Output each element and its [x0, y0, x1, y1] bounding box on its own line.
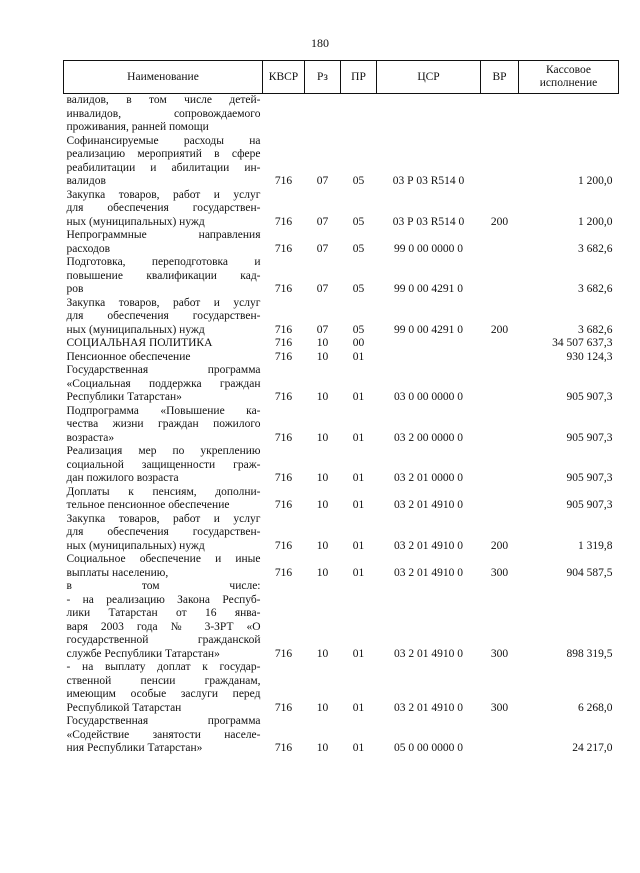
row-kvsr: 716 [274, 283, 293, 295]
row-csr: 99 0 00 4291 0 [394, 323, 463, 336]
table-row [64, 661, 619, 715]
table-row [64, 715, 619, 756]
table-row [64, 445, 619, 486]
row-name [64, 513, 263, 554]
row-name [64, 135, 263, 189]
row-csr: 03 2 01 0000 0 [394, 472, 463, 484]
row-rz: 10 [316, 337, 329, 349]
header-sum-line1: Кассовое [546, 64, 591, 76]
row-name-line: ных (муниципальных) нужд [66, 215, 205, 228]
row-name-line: Государственная программа [66, 364, 261, 376]
row-name-line: Закупка товаров, работ и услуг [66, 512, 261, 525]
table-row [64, 351, 619, 365]
row-csr [377, 337, 481, 351]
row-pr: 01 [352, 499, 365, 511]
header-rz: Рз [305, 61, 341, 94]
page-number: 180 [311, 36, 329, 50]
row-sum: 1 200,0 [578, 215, 613, 228]
row-name [64, 486, 263, 513]
row-pr: 05 [352, 283, 365, 295]
row-csr: 03 2 00 0000 0 [394, 431, 463, 444]
row-name-line: расходов [66, 242, 111, 255]
row-sum: 3 682,6 [578, 323, 613, 336]
row-csr: 05 0 00 0000 0 [394, 742, 463, 754]
row-name-line: проживания, ранней помощи [66, 121, 209, 133]
row-kvsr: 716 [274, 431, 293, 444]
header-kvsr: КВСР [263, 61, 305, 94]
row-csr: 03 Р 03 R514 0 [392, 175, 465, 187]
row-name-line: государственной гражданской [66, 634, 261, 646]
row-vr: 300 [490, 701, 509, 714]
row-name-line: ния Республики Татарстан» [66, 742, 203, 754]
row-sum: 904 587,5 [566, 566, 613, 579]
row-csr: 99 0 00 4291 0 [394, 283, 463, 295]
row-csr: 03 2 01 4910 0 [394, 566, 463, 579]
row-rz: 07 [316, 175, 329, 187]
row-name-line: - на выплату доплат к государ- [66, 661, 261, 673]
row-pr: 00 [352, 337, 365, 349]
row-csr: 99 0 00 0000 0 [394, 242, 463, 255]
row-name-line: возраста» [66, 431, 115, 444]
row-rz: 10 [316, 431, 329, 444]
row-pr: 01 [352, 350, 365, 363]
row-name-line: чества жизни граждан пожилого [66, 418, 261, 430]
row-name [64, 229, 263, 256]
row-name-line: валидов [66, 175, 106, 187]
row-name [64, 351, 263, 365]
row-vr [481, 256, 519, 297]
row-kvsr: 716 [274, 215, 293, 228]
table-row [64, 580, 619, 661]
row-sum: 24 217,0 [572, 742, 613, 754]
row-sum: 905 907,3 [566, 391, 613, 403]
row-sum [519, 94, 619, 135]
row-vr [481, 405, 519, 446]
row-name-line: ров [66, 283, 84, 295]
row-name-line: Реализация мер по укреплению [66, 445, 261, 457]
header-sum-line2: исполнение [539, 77, 598, 89]
header-pr: ПР [341, 61, 377, 94]
row-vr [481, 445, 519, 486]
table-row [64, 486, 619, 513]
row-name-line: Социальное обеспечение и иные [66, 553, 261, 565]
row-name-line: Закупка товаров, работ и услуг [66, 296, 261, 309]
row-pr: 05 [352, 242, 365, 255]
row-name-line: валидов, в том числе детей- [66, 94, 261, 106]
row-pr: 05 [352, 323, 365, 336]
budget-table [63, 60, 619, 756]
table-row [64, 189, 619, 230]
row-sum: 1 200,0 [578, 175, 613, 187]
row-name-line: ственной пенсии гражданам, [66, 674, 261, 687]
row-rz [305, 94, 341, 135]
row-kvsr: 716 [274, 742, 293, 754]
row-kvsr: 716 [274, 566, 293, 579]
table-row [64, 256, 619, 297]
row-kvsr [263, 94, 305, 135]
row-pr: 05 [352, 175, 365, 187]
row-vr [481, 486, 519, 513]
row-sum: 930 124,3 [566, 350, 613, 363]
table-row [64, 553, 619, 580]
row-name-line: - на реализацию Закона Респуб- [66, 593, 261, 606]
header-name: Наименование [64, 61, 263, 94]
row-vr [481, 337, 519, 351]
row-vr [481, 94, 519, 135]
row-sum: 34 507 637,3 [552, 337, 613, 349]
row-sum: 905 907,3 [566, 431, 613, 444]
row-kvsr: 716 [274, 175, 293, 187]
row-name [64, 405, 263, 446]
row-kvsr: 716 [274, 323, 293, 336]
row-sum: 898 319,5 [566, 647, 613, 660]
row-vr [481, 135, 519, 189]
row-vr [481, 229, 519, 256]
row-pr: 01 [352, 539, 365, 552]
row-name-line: социальной защищенности граж- [66, 458, 261, 471]
row-rz: 10 [316, 391, 329, 403]
table-header-row [64, 61, 619, 94]
row-vr [481, 715, 519, 756]
row-rz: 10 [316, 350, 329, 363]
row-name-line: в том числе: [66, 580, 261, 592]
row-kvsr: 716 [274, 391, 293, 403]
table-body [64, 94, 619, 756]
row-name-line: дан пожилого возраста [66, 472, 179, 484]
row-vr [481, 364, 519, 405]
row-pr: 01 [352, 431, 365, 444]
row-name [64, 715, 263, 756]
row-name-line: Пенсионное обеспечение [66, 350, 191, 363]
row-kvsr: 716 [274, 499, 293, 511]
row-sum: 3 682,6 [578, 283, 613, 295]
header-vr: ВР [481, 61, 519, 94]
row-vr: 200 [490, 539, 509, 552]
row-name-line: СОЦИАЛЬНАЯ ПОЛИТИКА [66, 337, 213, 349]
row-name [64, 445, 263, 486]
row-rz: 10 [316, 701, 329, 714]
row-kvsr: 716 [274, 337, 293, 349]
table-row [64, 135, 619, 189]
row-csr [377, 94, 481, 135]
table-row [64, 513, 619, 554]
row-name-line: для обеспечения государствен- [66, 202, 261, 214]
row-kvsr: 716 [274, 350, 293, 363]
row-csr: 03 Р 03 R514 0 [392, 215, 465, 228]
table-row [64, 337, 619, 351]
row-csr [377, 351, 481, 365]
row-sum: 905 907,3 [566, 499, 613, 511]
row-csr: 03 2 01 4910 0 [394, 499, 463, 511]
row-name [64, 661, 263, 715]
row-name-line: лики Татарстан от 16 янва- [66, 607, 261, 619]
row-name-line: Подпрограмма «Повышение ка- [66, 404, 261, 417]
row-kvsr: 716 [274, 472, 293, 484]
row-pr: 01 [352, 742, 365, 754]
row-name [64, 364, 263, 405]
row-name-line: Подготовка, переподготовка и [66, 256, 261, 268]
row-sum: 6 268,0 [578, 701, 613, 714]
row-rz: 10 [316, 472, 329, 484]
row-kvsr: 716 [274, 647, 293, 660]
row-name-line: «Содействие занятости населе- [66, 728, 261, 741]
row-vr: 300 [490, 647, 509, 660]
row-rz: 10 [316, 539, 329, 552]
row-kvsr: 716 [274, 701, 293, 714]
row-rz: 10 [316, 647, 329, 660]
row-rz: 07 [316, 323, 329, 336]
row-name [64, 94, 263, 135]
row-rz: 07 [316, 283, 329, 295]
row-pr: 01 [352, 391, 365, 403]
row-name-line: Государственная программа [66, 715, 261, 727]
row-name-line: выплаты населению, [66, 566, 169, 579]
row-name [64, 189, 263, 230]
row-name-line: реализацию мероприятий в сфере [66, 148, 261, 160]
row-csr: 03 2 01 4910 0 [394, 539, 463, 552]
row-name-line: варя 2003 года № 3-ЗРТ «О [66, 620, 261, 633]
row-name-line: Софинансируемые расходы на [66, 134, 261, 147]
row-name-line: Республики Татарстан» [66, 391, 182, 403]
row-vr: 200 [490, 215, 509, 228]
row-rz: 10 [316, 742, 329, 754]
row-kvsr: 716 [274, 539, 293, 552]
row-rz: 10 [316, 499, 329, 511]
row-name-line: службе Республики Татарстан» [66, 647, 220, 660]
table-row [64, 297, 619, 338]
row-name [64, 256, 263, 297]
row-name-line: ных (муниципальных) нужд [66, 323, 205, 336]
row-name-line: Доплаты к пенсиям, дополни- [66, 485, 261, 498]
row-csr: 03 0 00 0000 0 [394, 391, 463, 403]
row-pr: 01 [352, 566, 365, 579]
row-vr [481, 351, 519, 365]
row-rz: 07 [316, 215, 329, 228]
row-name-line: повышение квалификации кад- [66, 269, 261, 282]
header-csr: ЦСР [377, 61, 481, 94]
row-pr: 05 [352, 215, 365, 228]
row-name-line: реабилитации и абилитации ин- [66, 161, 261, 174]
row-csr: 03 2 01 4910 0 [394, 701, 463, 714]
table-row [64, 364, 619, 405]
table-row [64, 405, 619, 446]
row-kvsr: 716 [274, 242, 293, 255]
row-name-line: для обеспечения государствен- [66, 310, 261, 322]
row-name [64, 297, 263, 338]
row-pr: 01 [352, 701, 365, 714]
row-name [64, 337, 263, 351]
row-sum: 1 319,8 [578, 539, 613, 552]
row-pr: 01 [352, 647, 365, 660]
row-name-line: Республикой Татарстан [66, 701, 182, 714]
row-name-line: для обеспечения государствен- [66, 526, 261, 538]
row-csr: 03 2 01 4910 0 [394, 647, 463, 660]
row-name-line: Непрограммные направления [66, 229, 261, 241]
row-sum: 905 907,3 [566, 472, 613, 484]
row-name-line: «Социальная поддержка граждан [66, 377, 261, 390]
table-row [64, 94, 619, 135]
row-vr: 300 [490, 566, 509, 579]
row-name-line: ных (муниципальных) нужд [66, 539, 205, 552]
table-row [64, 229, 619, 256]
row-name [64, 580, 263, 661]
header-sum [519, 61, 619, 94]
row-rz: 07 [316, 242, 329, 255]
row-pr [341, 94, 377, 135]
row-name-line: тельное пенсионное обеспечение [66, 499, 230, 511]
row-name-line: Закупка товаров, работ и услуг [66, 188, 261, 201]
row-sum: 3 682,6 [578, 242, 613, 255]
row-name [64, 553, 263, 580]
row-vr: 200 [490, 323, 509, 336]
row-name-line: инвалидов, сопровождаемого [66, 107, 261, 120]
row-pr: 01 [352, 472, 365, 484]
row-name-line: имеющим особые заслуги перед [66, 688, 261, 700]
row-rz: 10 [316, 566, 329, 579]
